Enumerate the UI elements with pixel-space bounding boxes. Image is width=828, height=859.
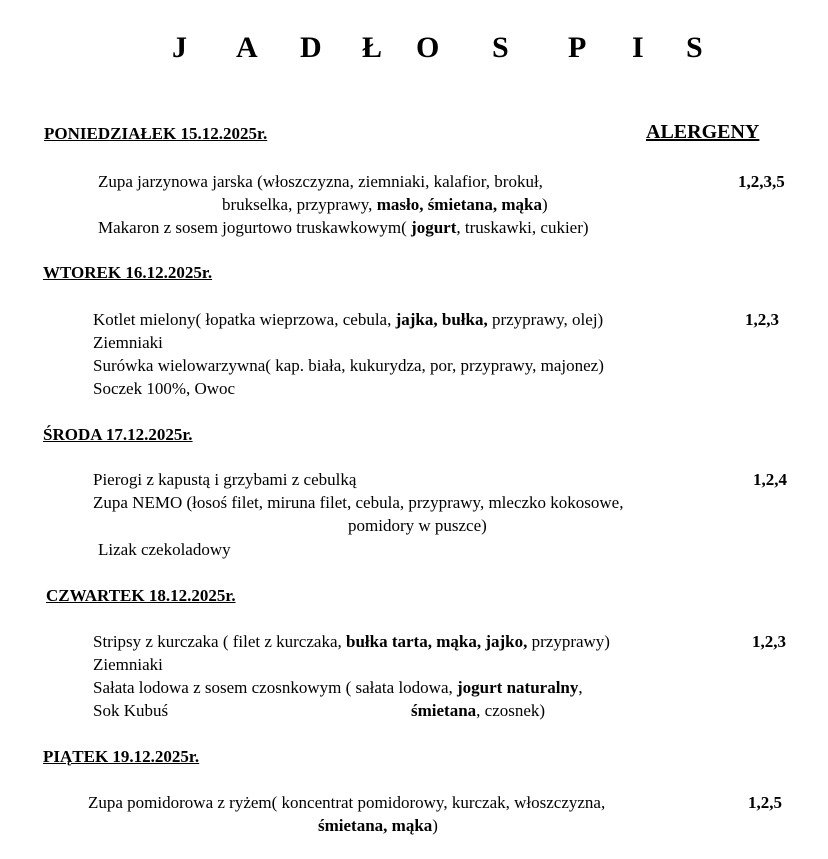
allergens-thursday: 1,2,3 [752,632,786,651]
menu-line: Zupa pomidorowa z ryżem( koncentrat pomidorowy, kurczak, włoszczyzna, [88,793,606,812]
allergens-wednesday: 1,2,4 [753,470,787,489]
menu-line: pomidory w puszce) [348,516,487,535]
menu-line: śmietana, czosnek) [411,701,546,720]
allergens-monday: 1,2,3,5 [738,172,785,191]
title-letter: S [492,31,509,64]
title-letter: D [300,31,322,64]
menu-line: Ziemniaki [93,333,163,352]
title-letter: Ł [362,31,383,64]
menu-line: Zupa jarzynowa jarska (włoszczyzna, ziemniaki, kalafior, brokuł, [98,172,543,191]
title-letter: I [632,31,644,64]
menu-line: Lizak czekoladowy [98,540,231,559]
title-letter: A [236,31,258,64]
menu-line: Sok Kubuś [93,701,169,720]
day-heading-friday: PIĄTEK 19.12.2025r. [43,747,200,766]
allergens-tuesday: 1,2,3 [745,310,779,329]
menu-line: Pierogi z kapustą i grzybami z cebulką [93,470,357,489]
day-heading-tuesday: WTOREK 16.12.2025r. [43,263,213,282]
menu-line: Soczek 100%, Owoc [93,379,236,398]
menu-line: Stripsy z kurczaka ( filet z kurczaka, bułka tarta, mąka, jajko, przyprawy) [93,632,610,651]
menu-line: Surówka wielowarzywna( kap. biała, kukurydza, por, przyprawy, majonez) [93,356,604,375]
day-heading-wednesday: ŚRODA 17.12.2025r. [43,425,193,444]
menu-line: Zupa NEMO (łosoś filet, miruna filet, cebula, przyprawy, mleczko kokosowe, [93,493,624,512]
menu-line: Sałata lodowa z sosem czosnkowym ( sałata lodowa, jogurt naturalny, [93,678,583,697]
day-heading-thursday: CZWARTEK 18.12.2025r. [46,586,236,605]
title-letter: P [568,31,587,64]
allergens-friday: 1,2,5 [748,793,782,812]
menu-line: Makaron z sosem jogurtowo truskawkowym( jogurt, truskawki, cukier) [98,218,589,237]
menu-line: Ziemniaki [93,655,163,674]
menu-line: Kotlet mielony( łopatka wieprzowa, cebula, jajka, bułka, przyprawy, olej) [93,310,604,329]
allergens-header: ALERGENY [646,121,760,143]
title-letter: O [416,31,440,64]
day-heading-monday: PONIEDZIAŁEK 15.12.2025r. [44,124,268,143]
menu-line: brukselka, przyprawy, masło, śmietana, mąka) [222,195,548,214]
menu-line: śmietana, mąka) [318,816,438,835]
title-letter: J [172,31,187,64]
title-letter: S [686,31,703,64]
